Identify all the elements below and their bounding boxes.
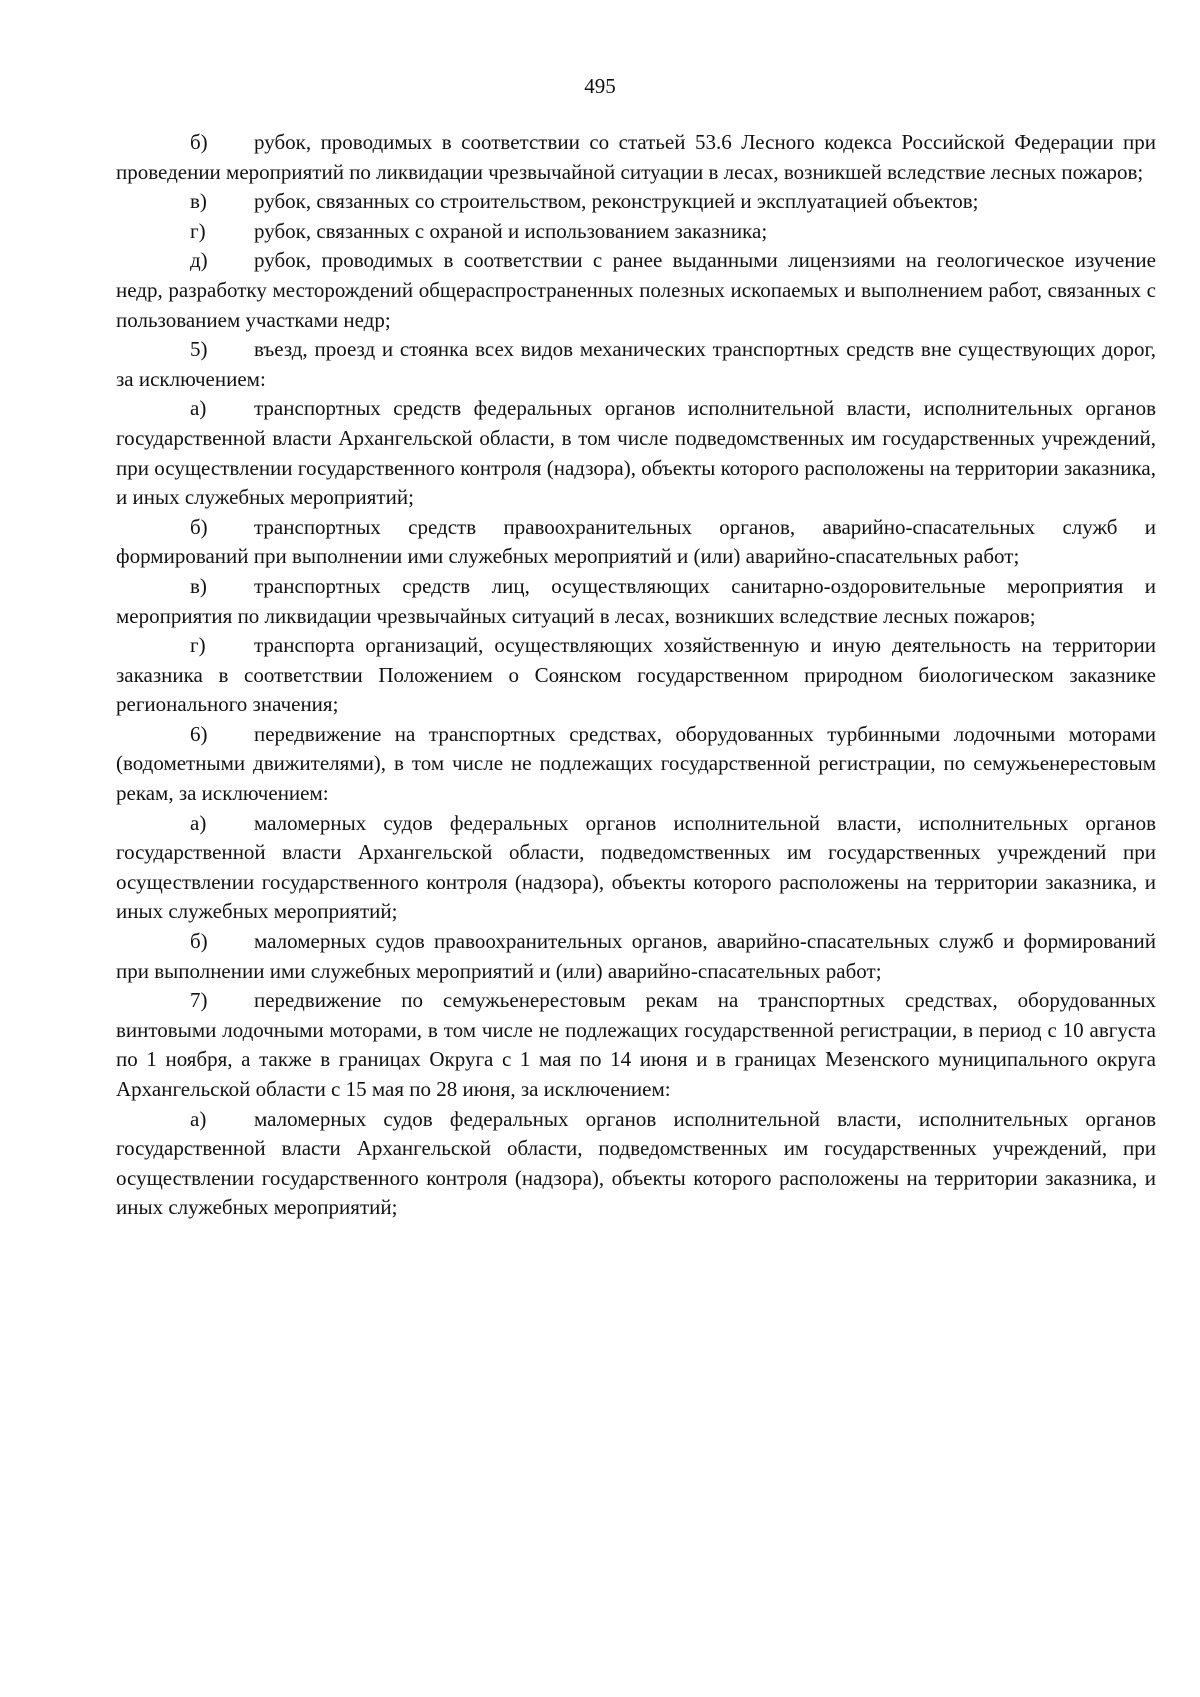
paragraph [116, 631, 1156, 720]
list-marker: б) [190, 514, 208, 539]
paragraph [116, 394, 1156, 512]
list-marker: б) [190, 130, 208, 154]
list-marker: а) [190, 810, 207, 835]
paragraph [116, 246, 1156, 335]
list-marker: 6) [190, 721, 208, 746]
paragraph-text: передвижение на транспортных средствах, оборудованных турбинными лодочными моторами (водометными движителями), в том числе не подлежащих государственной регистрации, по семужьенерестовым рекам, за исключением: [116, 721, 1156, 806]
paragraph-text: транспортных средств лиц, осуществляющих санитарно-оздоровительные мероприятия и мероприятия по ликвидации чрезвычайных ситуаций в лесах, возникших вследствие лесных пожаров; [116, 573, 1156, 628]
list-marker: а) [190, 1106, 207, 1131]
paragraph-text: рубок, связанных с охраной и использованием заказника; [254, 218, 768, 243]
paragraph-text: транспортных средств федеральных органов исполнительной власти, исполнительных органов государственной власти Архангельской области, в том числе подведомственных им государственных учреждений, при осуществлении государственного контроля (надзора), объекты которого расположены на территории заказника, и иных служебных мероприятий; [116, 396, 1156, 510]
paragraph [116, 572, 1156, 631]
paragraph [116, 217, 1156, 247]
paragraph-text: маломерных судов федеральных органов исполнительной власти, исполнительных органов государственной власти Архангельской области, подведомственных им государственных учреждений при осуществлении государственного контроля (надзора), объекты которого расположены на территории заказника, и иных служебных мероприятий; [116, 810, 1156, 924]
list-marker: в) [190, 189, 207, 214]
paragraph [116, 986, 1156, 1104]
paragraph [116, 809, 1156, 927]
paragraph-text: маломерных судов правоохранительных органов, аварийно-спасательных служб и формирований при выполнении ими служебных мероприятий и (или) аварийно-спасательных работ; [116, 929, 1156, 983]
paragraph-text: въезд, проезд и стоянка всех видов механических транспортных средств вне существующих дорог, за исключением: [116, 337, 1156, 391]
list-marker: г) [190, 633, 206, 658]
paragraph-text: рубок, проводимых в соответствии со статьей 53.6 Лесного кодекса Российской Федерации при проведении мероприятий по ликвидации чрезвычайной ситуации в лесах, возникшей вследствие лесных пожаров; [116, 130, 1156, 184]
list-marker: б) [190, 929, 208, 954]
list-marker: 7) [190, 988, 208, 1013]
list-marker: а) [190, 396, 207, 421]
paragraph-text: рубок, проводимых в соответствии с ранее выданными лицензиями на геологическое изучение недр, разработку месторождений общераспространенных полезных ископаемых и выполнением работ, связанных с пользованием участками недр; [116, 248, 1156, 332]
paragraph-text: рубок, связанных со строительством, реконструкцией и эксплуатацией объектов; [254, 189, 979, 214]
paragraph [116, 1105, 1156, 1223]
paragraph [116, 128, 1156, 187]
paragraph [116, 927, 1156, 986]
document-body [116, 128, 1156, 1223]
paragraph-text: передвижение по семужьенерестовым рекам на транспортных средствах, оборудованных винтовыми лодочными моторами, в том числе не подлежащих государственной регистрации, в период с 10 августа по 1 ноября, а также в границах Округа с 1 мая по 14 июня и в границах Мезенского муниципального округа Архангельской области с 15 мая по 28 июня, за исключением: [116, 988, 1156, 1101]
paragraph [116, 720, 1156, 809]
paragraph [116, 335, 1156, 394]
list-marker: г) [190, 218, 206, 243]
paragraph-text: транспорта организаций, осуществляющих хозяйственную и иную деятельность на территории заказника в соответствии Положением о Соянском государственном природном биологическом заказнике регионального значения; [116, 633, 1156, 717]
paragraph-text: маломерных судов федеральных органов исполнительной власти, исполнительных органов государственной власти Архангельской области, подведомственных им государственных учреждений, при осуществлении государственного контроля (надзора), объекты которого расположены на территории заказника, и иных служебных мероприятий; [116, 1106, 1156, 1220]
paragraph [116, 513, 1156, 572]
list-marker: 5) [190, 337, 208, 362]
list-marker: в) [190, 573, 207, 598]
paragraph-text: транспортных средств правоохранительных органов, аварийно-спасательных служб и формирований при выполнении ими служебных мероприятий и (или) аварийно-спасательных работ; [116, 514, 1156, 569]
list-marker: д) [190, 248, 208, 273]
page-number: 495 [584, 74, 616, 98]
paragraph [116, 187, 1156, 217]
